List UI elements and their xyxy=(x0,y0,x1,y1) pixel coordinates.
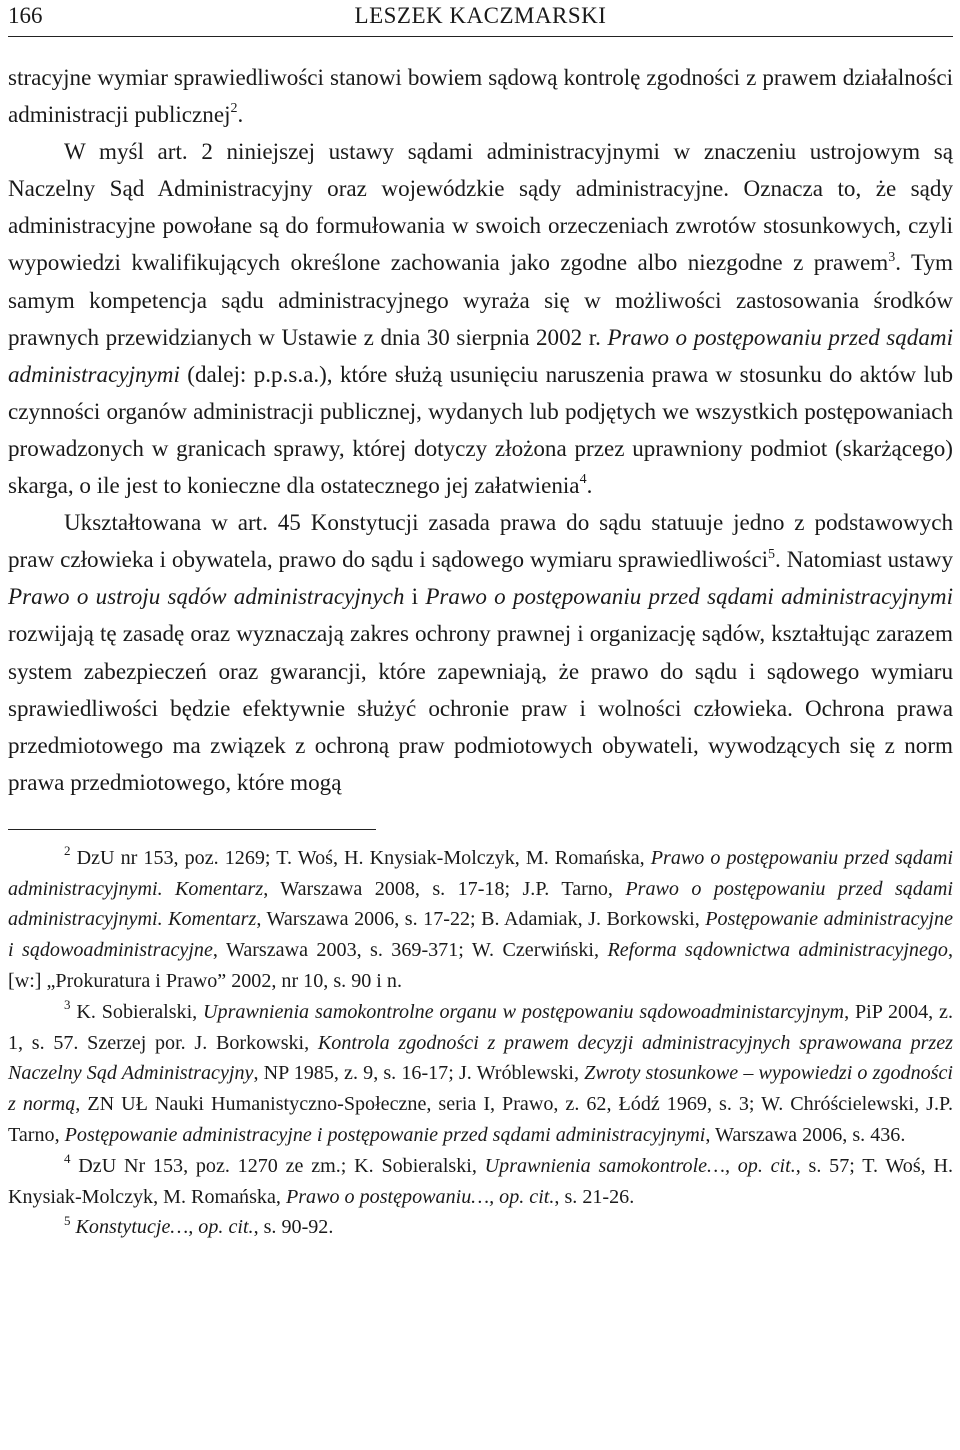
footnote-number: 3 xyxy=(64,997,71,1013)
text-run: , PiP 2004, z. 1, s. 57. Szerzej por. J. Borkowski, xyxy=(8,1000,953,1054)
text-run: Ukształtowana w art. 45 Konstytucji zasada prawa do sądu statuuje jedno z podstawowych praw człowieka i obywatela, prawo do sądu i sądowego wymiaru sprawiedliwości xyxy=(8,509,953,573)
italic-title: Prawo o postępowaniu przed sądami administracyjnymi xyxy=(425,583,953,610)
footnote-3 xyxy=(8,997,953,1151)
italic-title: Uprawnienia samokontrolne organu w postępowaniu sądowoadministarcyjnym xyxy=(203,1000,845,1023)
footnotes xyxy=(8,843,953,1243)
text-run: , ZN UŁ Nauki Humanistyczno-Społeczne, seria I, Prawo, z. 62, Łódź 1969, s. 3; W. Chróścielewski, J.P. Tarno, xyxy=(8,1093,953,1147)
text-run: . xyxy=(586,472,593,499)
footnote-number: 2 xyxy=(64,843,71,859)
footnote-separator xyxy=(8,829,376,830)
italic-title: Kontrola zgodności z prawem decyzji administracyjnych sprawowana przez Naczelny Sąd Administracyjny xyxy=(8,1031,953,1085)
text-run: DzU Nr 153, poz. 1270 ze zm.; K. Sobieralski, xyxy=(70,1154,485,1177)
footnote-ref-4[interactable]: 4 xyxy=(579,472,587,488)
italic-title: Zwroty stosunkowe – wypowiedzi o zgodności z normą xyxy=(8,1062,953,1116)
italic-title: Prawo o ustroju sądów administracyjnych xyxy=(8,583,405,610)
document-page xyxy=(8,0,953,1243)
italic-title: Reforma sądownictwa administracyjnego xyxy=(607,939,948,962)
footnote-number: 4 xyxy=(64,1151,71,1167)
text-run: (dalej: p.p.s.a.), które służą usunięciu naruszenia prawa w stosunku do aktów lub czynności organów administracji publicznej, wydanych lub podjętych we wszystkich postępowaniach prowadzonych w granicach sprawy, której dotyczy złożona przez uprawniony podmiot (skarżącego) skarga, o ile jest to konieczne dla ostatecznego jej załatwienia xyxy=(8,360,953,499)
running-header xyxy=(8,0,953,37)
italic-title: Konstytucje…, op. cit. xyxy=(75,1216,254,1239)
italic-title: Prawo o postępowaniu przed sądami administracyjnymi. Komentarz xyxy=(8,877,953,931)
footnote-4 xyxy=(8,1151,953,1213)
text-run: rozwijają tę zasadę oraz wyznaczają zakres ochrony prawnej i organizację sądów, kształtując zarazem system zabezpieczeń oraz gwarancji, które zapewniają, że prawo do sądu i sądowego wymiaru sprawiedliwości będzie efektywnie służyć ochronie praw i wolności człowieka. Ochrona prawa przedmiotowego ma związek z ochroną praw podmiotowych obywateli, wywodzących się z norm prawa przedmiotowego, które mogą xyxy=(8,620,953,795)
footnote-ref-3[interactable]: 3 xyxy=(888,249,896,265)
italic-title: Uprawnienia samokontrole…, op. cit. xyxy=(484,1154,796,1177)
text-run: , [w:] „Prokuratura i Prawo” 2002, nr 10, s. 90 i n. xyxy=(8,939,954,993)
text-run: K. Sobieralski, xyxy=(70,1000,204,1023)
text-run: . Tym samym kompetencja sądu administracyjnego wyraża się w możliwości zastosowania środków prawnych przewidzianych w Ustawie z dnia 30 sierpnia 2002 r. xyxy=(8,249,953,350)
italic-title: Prawo o postępowaniu przed sądami administracyjnymi xyxy=(8,323,953,387)
text-run: , Warszawa 2006, s. 17-22; B. Adamiak, J. Borkowski, xyxy=(256,908,706,931)
footnote-number: 5 xyxy=(64,1212,71,1228)
italic-title: Prawo o postępowaniu przed sądami administracyjnymi. Komentarz xyxy=(8,846,953,900)
text-run: , s. 90-92. xyxy=(253,1216,334,1239)
text-run: W myśl art. 2 niniejszej ustawy sądami administracyjnymi w znaczeniu ustrojowym są Naczelny Sąd Administracyjny oraz wojewódzkie sądy administracyjne. Oznacza to, że sądy administracyjne powołane są do formułowania w swoich orzeczeniach zwrotów stosunkowych, czyli wypowiedzi kwalifikujących określone zachowania jako zgodne albo niezgodne z prawem xyxy=(8,138,953,276)
text-run: , Warszawa 2006, s. 436. xyxy=(705,1124,906,1147)
italic-title: Prawo o postępowaniu…, op. cit. xyxy=(285,1185,555,1208)
text-run: , NP 1985, z. 9, s. 16-17; J. Wróblewski, xyxy=(253,1062,585,1085)
text-run: , Warszawa 2008, s. 17-18; J.P. Tarno, xyxy=(263,877,626,900)
text-run: stracyjne wymiar sprawiedliwości stanowi bowiem sądową kontrolę zgodności z prawem działalności administracji publicznej xyxy=(8,64,953,128)
text-run: , s. 57; T. Woś, H. Knysiak-Molczyk, M. Romańska, xyxy=(8,1154,953,1208)
text-run: DzU nr 153, poz. 1269; T. Woś, H. Knysiak-Molczyk, M. Romańska, xyxy=(70,846,651,869)
paragraph-1 xyxy=(8,59,953,133)
page-number: 166 xyxy=(8,3,43,28)
paragraph-3 xyxy=(8,504,953,801)
text-run: , Warszawa 2003, s. 369-371; W. Czerwiński, xyxy=(212,939,608,962)
text-run: . xyxy=(237,101,244,128)
running-title-author: LESZEK KACZMARSKI xyxy=(354,3,607,28)
text-run: , s. 21-26. xyxy=(554,1185,635,1208)
footnote-ref-2[interactable]: 2 xyxy=(230,101,238,117)
main-text xyxy=(8,59,953,801)
text-run: i xyxy=(404,583,426,610)
text-run: . Natomiast ustawy xyxy=(775,546,953,573)
paragraph-2 xyxy=(8,133,953,504)
italic-title: Postępowanie administracyjne i postępowanie przed sądami administracyjnymi xyxy=(64,1124,706,1147)
footnote-2 xyxy=(8,843,953,997)
footnote-5 xyxy=(8,1212,953,1243)
italic-title: Postępowanie administracyjne i sądowoadministracyjne xyxy=(8,908,954,962)
footnote-ref-5[interactable]: 5 xyxy=(768,546,776,562)
